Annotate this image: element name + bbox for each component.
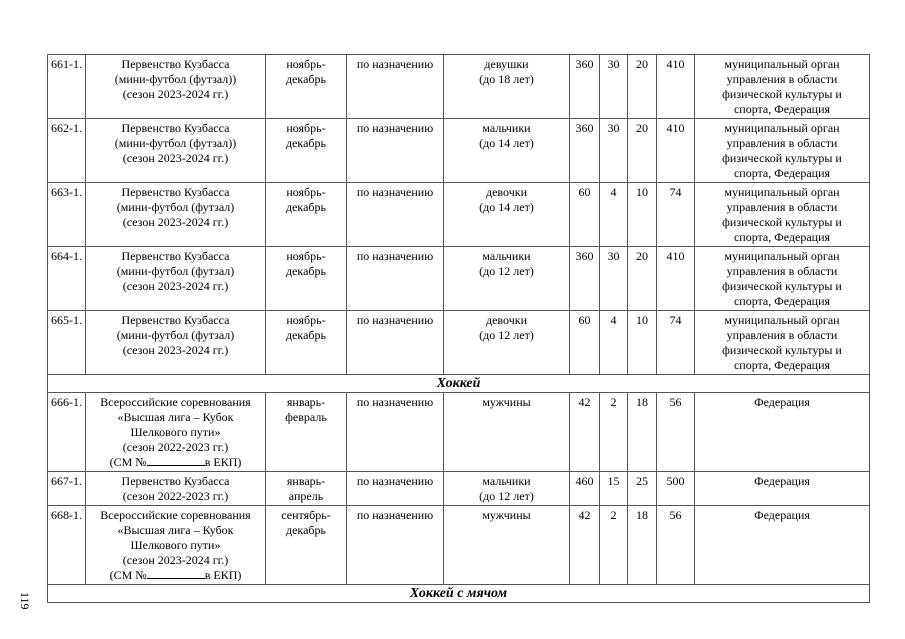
table-row xyxy=(48,55,870,119)
cell-line: (сезон 2023-2024 гг.) xyxy=(122,215,229,229)
cell-line: декабрь xyxy=(286,72,326,86)
count-cell: 410 xyxy=(657,55,695,119)
cell-line: (до 12 лет) xyxy=(479,328,534,342)
cell-line: Первенство Кузбасса xyxy=(121,57,230,71)
cell-line: управления в области xyxy=(726,200,838,214)
cell-line: (до 14 лет) xyxy=(479,136,534,150)
cell-line: спорта, Федерация xyxy=(733,294,831,308)
cell-line: управления в области xyxy=(726,328,838,342)
cell-line: (до 14 лет) xyxy=(479,200,534,214)
count-cell: 60 xyxy=(570,311,600,375)
cell-line: ноябрь- xyxy=(286,313,326,327)
ekp-prefix: (СМ № xyxy=(109,568,147,582)
cell-line: спорта, Федерация xyxy=(733,166,831,180)
organizer-cell xyxy=(695,247,870,311)
table-row xyxy=(48,472,870,506)
count-cell: 10 xyxy=(628,311,657,375)
count-cell: 2 xyxy=(600,506,628,585)
ekp-number-blank xyxy=(147,568,205,579)
place-cell: по назначению xyxy=(347,247,444,311)
event-name-cell xyxy=(86,119,266,183)
cell-line: февраль xyxy=(285,410,327,424)
row-number: 665-1. xyxy=(48,311,86,375)
ekp-suffix: в ЕКП) xyxy=(204,455,242,469)
cell-line: сентябрь- xyxy=(281,508,331,522)
cell-line: физической культуры и xyxy=(722,279,842,293)
ekp-number-blank xyxy=(147,455,205,466)
cell-line: (сезон 2023-2024 гг.) xyxy=(122,279,229,293)
ekp-suffix: в ЕКП) xyxy=(204,568,242,582)
participants-group-cell xyxy=(444,119,570,183)
cell-line: декабрь xyxy=(286,523,326,537)
dates-cell xyxy=(266,119,347,183)
cell-line: (мини-футбол (футзал)) xyxy=(114,136,237,150)
dates-cell xyxy=(266,472,347,506)
organizer-cell xyxy=(695,119,870,183)
event-name-cell xyxy=(86,55,266,119)
participants-group-cell xyxy=(444,55,570,119)
dates-cell xyxy=(266,55,347,119)
cell-line: мужчины xyxy=(482,508,531,522)
page-number: 119 xyxy=(18,592,32,610)
count-cell: 18 xyxy=(628,393,657,472)
table-row xyxy=(48,393,870,472)
place-cell: по назначению xyxy=(347,55,444,119)
cell-line: (сезон 2022-2023 гг.) xyxy=(122,489,229,503)
count-cell: 10 xyxy=(628,183,657,247)
cell-line: девочки xyxy=(486,185,527,199)
cell-line: управления в области xyxy=(726,264,838,278)
event-name-cell xyxy=(86,247,266,311)
place-cell: по назначению xyxy=(347,393,444,472)
cell-line: девочки xyxy=(486,313,527,327)
cell-line: мальчики xyxy=(482,121,531,135)
row-number: 661-1. xyxy=(48,55,86,119)
section-row-hockey xyxy=(48,375,870,393)
count-cell: 18 xyxy=(628,506,657,585)
count-cell: 56 xyxy=(657,506,695,585)
place-cell: по назначению xyxy=(347,506,444,585)
table-row xyxy=(48,506,870,585)
cell-line: Первенство Кузбасса xyxy=(121,313,230,327)
dates-cell xyxy=(266,247,347,311)
count-cell: 30 xyxy=(600,119,628,183)
count-cell: 15 xyxy=(600,472,628,506)
table-row xyxy=(48,119,870,183)
place-cell: по назначению xyxy=(347,472,444,506)
competition-table xyxy=(47,54,870,603)
cell-line: январь- xyxy=(286,395,326,409)
cell-line: муниципальный орган xyxy=(724,57,840,71)
cell-line: Первенство Кузбасса xyxy=(121,121,230,135)
cell-line: Федерация xyxy=(754,474,810,488)
participants-group-cell xyxy=(444,393,570,472)
count-cell: 20 xyxy=(628,247,657,311)
cell-line: Федерация xyxy=(754,395,810,409)
cell-line: управления в области xyxy=(726,72,838,86)
cell-line: физической культуры и xyxy=(722,343,842,357)
count-cell: 360 xyxy=(570,247,600,311)
count-cell: 74 xyxy=(657,183,695,247)
count-cell: 410 xyxy=(657,119,695,183)
cell-line: (до 12 лет) xyxy=(479,264,534,278)
cell-line: Всероссийские соревнования xyxy=(100,508,251,522)
count-cell: 56 xyxy=(657,393,695,472)
cell-line: (до 18 лет) xyxy=(479,72,534,86)
participants-group-cell xyxy=(444,472,570,506)
event-name-cell xyxy=(86,506,266,585)
dates-cell xyxy=(266,506,347,585)
section-row-bandy xyxy=(48,585,870,603)
row-number: 663-1. xyxy=(48,183,86,247)
event-name-cell xyxy=(86,472,266,506)
cell-line: мужчины xyxy=(482,395,531,409)
count-cell: 460 xyxy=(570,472,600,506)
count-cell: 410 xyxy=(657,247,695,311)
row-number: 664-1. xyxy=(48,247,86,311)
place-cell: по назначению xyxy=(347,311,444,375)
dates-cell xyxy=(266,183,347,247)
row-number: 662-1. xyxy=(48,119,86,183)
count-cell: 360 xyxy=(570,119,600,183)
cell-line: Первенство Кузбасса xyxy=(121,474,230,488)
cell-line: спорта, Федерация xyxy=(733,358,831,372)
table-row xyxy=(48,247,870,311)
cell-line: девушки xyxy=(484,57,529,71)
row-number: 667-1. xyxy=(48,472,86,506)
count-cell: 30 xyxy=(600,55,628,119)
dates-cell xyxy=(266,311,347,375)
cell-line: «Высшая лига – Кубок xyxy=(117,410,234,424)
cell-line: муниципальный орган xyxy=(724,121,840,135)
cell-line: физической культуры и xyxy=(722,151,842,165)
participants-group-cell xyxy=(444,183,570,247)
cell-line: (сезон 2023-2024 гг.) xyxy=(122,343,229,357)
event-name-cell xyxy=(86,183,266,247)
cell-line: (сезон 2023-2024 гг.) xyxy=(122,87,229,101)
participants-group-cell xyxy=(444,506,570,585)
count-cell: 500 xyxy=(657,472,695,506)
cell-line: (до 12 лет) xyxy=(479,489,534,503)
cell-line: управления в области xyxy=(726,136,838,150)
cell-line: спорта, Федерация xyxy=(733,230,831,244)
participants-group-cell xyxy=(444,247,570,311)
cell-line: спорта, Федерация xyxy=(733,102,831,116)
organizer-cell xyxy=(695,183,870,247)
cell-line: физической культуры и xyxy=(722,215,842,229)
count-cell: 4 xyxy=(600,311,628,375)
count-cell: 2 xyxy=(600,393,628,472)
table-row xyxy=(48,183,870,247)
count-cell: 25 xyxy=(628,472,657,506)
cell-line: (сезон 2023-2024 гг.) xyxy=(122,553,229,567)
row-number: 668-1. xyxy=(48,506,86,585)
dates-cell xyxy=(266,393,347,472)
count-cell: 360 xyxy=(570,55,600,119)
cell-line: декабрь xyxy=(286,136,326,150)
count-cell: 30 xyxy=(600,247,628,311)
event-name-cell xyxy=(86,393,266,472)
cell-line: декабрь xyxy=(286,200,326,214)
organizer-cell xyxy=(695,506,870,585)
cell-line: Федерация xyxy=(754,508,810,522)
cell-line: (мини-футбол (футзал) xyxy=(116,200,235,214)
organizer-cell xyxy=(695,472,870,506)
cell-line: (мини-футбол (футзал) xyxy=(116,264,235,278)
count-cell: 4 xyxy=(600,183,628,247)
count-cell: 74 xyxy=(657,311,695,375)
event-name-cell xyxy=(86,311,266,375)
cell-line: мальчики xyxy=(482,249,531,263)
cell-line: апрель xyxy=(288,489,324,503)
place-cell: по назначению xyxy=(347,119,444,183)
cell-line: ноябрь- xyxy=(286,121,326,135)
cell-line: муниципальный орган xyxy=(724,313,840,327)
section-title-bandy: Хоккей с мячом xyxy=(48,585,870,603)
cell-line: «Высшая лига – Кубок xyxy=(117,523,234,537)
cell-line: (мини-футбол (футзал)) xyxy=(114,72,237,86)
organizer-cell xyxy=(695,393,870,472)
cell-line: (сезон 2022-2023 гг.) xyxy=(122,440,229,454)
cell-line: муниципальный орган xyxy=(724,185,840,199)
organizer-cell xyxy=(695,55,870,119)
cell-line: мальчики xyxy=(482,474,531,488)
count-cell: 60 xyxy=(570,183,600,247)
cell-line: Первенство Кузбасса xyxy=(121,185,230,199)
cell-line: январь- xyxy=(286,474,326,488)
cell-line: декабрь xyxy=(286,264,326,278)
count-cell: 42 xyxy=(570,393,600,472)
cell-line: Шелкового пути» xyxy=(130,425,221,439)
ekp-prefix: (СМ № xyxy=(109,455,147,469)
cell-line: (мини-футбол (футзал) xyxy=(116,328,235,342)
cell-line: ноябрь- xyxy=(286,249,326,263)
count-cell: 20 xyxy=(628,55,657,119)
organizer-cell xyxy=(695,311,870,375)
section-title-hockey: Хоккей xyxy=(48,375,870,393)
cell-line: Шелкового пути» xyxy=(130,538,221,552)
row-number: 666-1. xyxy=(48,393,86,472)
cell-line: ноябрь- xyxy=(286,57,326,71)
table-row xyxy=(48,311,870,375)
cell-line: (сезон 2023-2024 гг.) xyxy=(122,151,229,165)
cell-line: декабрь xyxy=(286,328,326,342)
count-cell: 42 xyxy=(570,506,600,585)
cell-line: ноябрь- xyxy=(286,185,326,199)
cell-line: Первенство Кузбасса xyxy=(121,249,230,263)
cell-line: физической культуры и xyxy=(722,87,842,101)
participants-group-cell xyxy=(444,311,570,375)
count-cell: 20 xyxy=(628,119,657,183)
cell-line: Всероссийские соревнования xyxy=(100,395,251,409)
place-cell: по назначению xyxy=(347,183,444,247)
cell-line: муниципальный орган xyxy=(724,249,840,263)
